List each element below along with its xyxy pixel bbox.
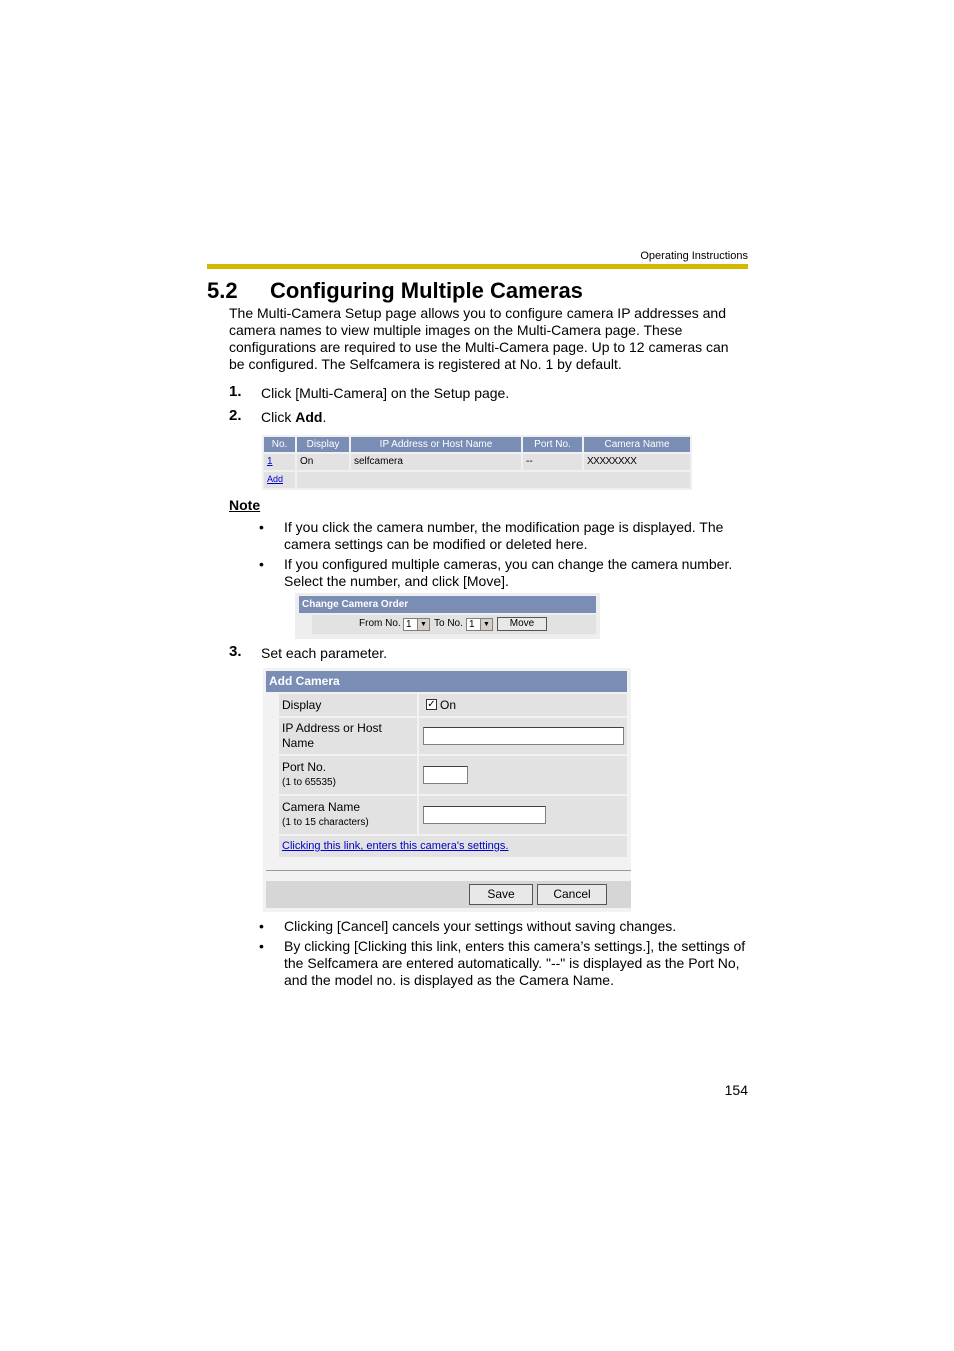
chevron-down-icon: ▼ — [417, 619, 429, 630]
add-cell — [264, 472, 295, 488]
section-number: 5.2 — [207, 278, 238, 303]
to-label: To No. — [434, 618, 463, 629]
host-input[interactable] — [423, 727, 624, 745]
from-number-value: 1 — [406, 619, 412, 630]
camera-name-cell: XXXXXXXX — [584, 454, 690, 470]
after-bullet-2 — [259, 938, 749, 989]
move-button[interactable]: Move — [497, 617, 547, 631]
form-button-bar — [266, 881, 631, 908]
header-rule — [207, 264, 748, 269]
camera-name-value — [419, 796, 627, 834]
bullet-text: Clicking [Cancel] cancels your settings without saving changes. — [284, 918, 677, 934]
bullet-text: If you click the camera number, the modification page is displayed. The camera settings can be modified or deleted here. — [284, 519, 724, 552]
add-camera-link[interactable]: Add — [267, 474, 284, 484]
port-value — [419, 756, 627, 794]
step-number: 3. — [229, 643, 242, 660]
port-cell: -- — [523, 454, 582, 470]
add-row-filler — [297, 472, 690, 488]
step-2-text-pre: Click — [261, 409, 296, 425]
display-option-label: On — [440, 698, 457, 712]
col-header-host: IP Address or Host Name — [351, 437, 521, 452]
bullet-dot: • — [259, 938, 264, 954]
chevron-down-icon: ▼ — [480, 619, 492, 630]
step-2-add-emphasis: Add — [295, 409, 323, 425]
intro-paragraph: The Multi-Camera Setup page allows you to configure camera IP addresses and camera names to view multiple images on the Multi-Camera page. These configurations are required to use the Multi-Camera page. Up to 12 cameras can be configured. The Selfcamera is registered at No. 1 by default. — [229, 305, 729, 372]
step-1-text: Click [Multi-Camera] on the Setup page. — [261, 385, 510, 401]
bullet-dot: • — [259, 918, 264, 934]
host-cell: selfcamera — [351, 454, 521, 470]
camera-number-cell — [264, 454, 295, 470]
page-number: 154 — [724, 1082, 748, 1098]
port-label — [279, 756, 417, 794]
host-label: IP Address or Host Name — [279, 718, 417, 754]
bullet-text: If you configured multiple cameras, you can change the camera number. Select the number, and click [Move]. — [284, 556, 733, 589]
step-3-text: Set each parameter. — [261, 645, 388, 661]
camera-name-label — [279, 796, 417, 834]
step-2 — [229, 407, 242, 425]
note-bullet-1 — [259, 519, 749, 553]
self-link-row — [279, 836, 627, 857]
bullet-text: By clicking [Clicking this link, enters this camera’s settings.], the settings of the Selfcamera are entered automatically. "--" is displayed as the Port No, and the model no. is displayed as the Camera Name. — [284, 938, 746, 988]
to-number-value: 1 — [469, 619, 475, 630]
note-bullet-2 — [259, 556, 749, 590]
to-number-select[interactable] — [466, 618, 493, 631]
camera-name-range-hint: (1 to 15 characters) — [282, 817, 369, 828]
after-bullet-1 — [259, 918, 749, 935]
col-header-port: Port No. — [523, 437, 582, 452]
form-divider — [266, 870, 631, 871]
from-label: From No. — [359, 618, 401, 629]
step-3 — [229, 643, 242, 661]
multi-camera-table — [262, 435, 692, 490]
col-header-display: Display — [297, 437, 349, 452]
section-title: Configuring Multiple Cameras — [270, 278, 583, 303]
display-label: Display — [279, 694, 417, 716]
port-input[interactable] — [423, 766, 468, 784]
camera-name-input[interactable] — [423, 806, 546, 824]
self-settings-link[interactable]: Clicking this link, enters this camera's settings. — [282, 840, 509, 852]
change-order-title: Change Camera Order — [299, 596, 596, 613]
display-cell: On — [297, 454, 349, 470]
step-number: 1. — [229, 383, 242, 400]
step-number: 2. — [229, 407, 242, 424]
col-header-camera-name: Camera Name — [584, 437, 690, 452]
port-label-text: Port No. — [282, 760, 327, 774]
port-range-hint: (1 to 65535) — [282, 777, 336, 788]
save-button[interactable]: Save — [469, 884, 533, 905]
note-label: Note — [229, 497, 261, 513]
display-value — [419, 694, 627, 716]
step-1 — [229, 383, 242, 401]
host-value — [419, 718, 627, 754]
step-2-text-post: . — [322, 409, 327, 425]
camera-name-label-text: Camera Name — [282, 800, 361, 814]
add-camera-title: Add Camera — [266, 671, 627, 692]
step-2-text — [261, 409, 326, 425]
cancel-button[interactable]: Cancel — [537, 884, 607, 905]
bullet-dot: • — [259, 556, 264, 572]
display-checkbox[interactable]: ✓ — [427, 699, 436, 710]
col-header-no: No. — [264, 437, 295, 452]
running-header: Operating Instructions — [640, 250, 748, 262]
change-order-row — [312, 615, 596, 634]
bullet-dot: • — [259, 519, 264, 535]
section-heading — [207, 278, 583, 304]
from-number-select[interactable] — [403, 618, 430, 631]
camera-number-link[interactable]: 1 — [267, 456, 273, 467]
